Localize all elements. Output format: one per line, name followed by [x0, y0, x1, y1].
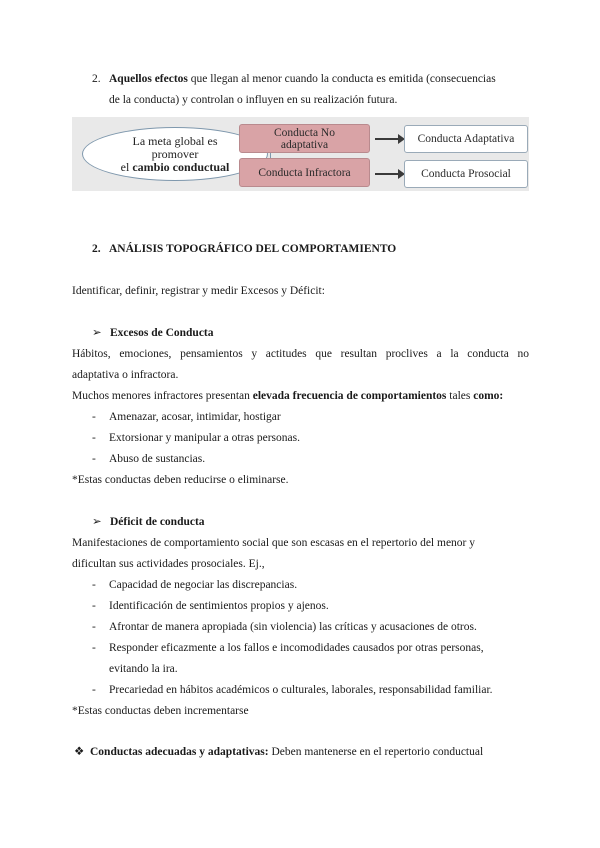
intro-item-line2: de la conducta) y controlan o influyen en su realización futura. [109, 94, 398, 106]
goal-oval-line1: La meta global es [132, 133, 218, 148]
intro-item-bold: Aquellos efectos [109, 73, 188, 85]
excesos-p1-line1: Hábitos, emociones, pensamientos y actitudes que resultan proclives a la conducta no [72, 348, 529, 360]
arrow-right-icon [375, 138, 399, 140]
deficit-item: Afrontar de manera apropiada (sin violencia) las críticas y acusaciones de otros. [109, 621, 477, 633]
excesos-p2: Muchos menores infractores presentan elevada frecuencia de comportamientos tales como: [72, 390, 504, 402]
deficit-item: Capacidad de negociar las discrepancias. [109, 579, 298, 591]
deficit-item: Identificación de sentimientos propios y ajenos. [109, 600, 329, 612]
bullet-dash: - [92, 411, 96, 423]
bullet-dash: - [92, 642, 96, 654]
section-intro: Identificar, definir, registrar y medir Excesos y Déficit: [72, 285, 325, 297]
goal-oval-line2: promover [151, 146, 199, 161]
section-number: 2. [92, 243, 101, 255]
bullet-dash: - [92, 600, 96, 612]
deficit-item: Responder eficazmente a los fallos e incomodidades causados por otras personas, [109, 642, 484, 654]
box-prosocial: Conducta Prosocial [404, 160, 528, 188]
bullet-dash: - [92, 453, 96, 465]
deficit-item: Precariedad en hábitos académicos o culturales, laborales, responsabilidad familiar. [109, 684, 493, 696]
diamond-bullet-icon: ❖ [74, 746, 85, 758]
excesos-note: *Estas conductas deben reducirse o eliminarse. [72, 474, 289, 486]
deficit-note: *Estas conductas deben incrementarse [72, 705, 249, 717]
box-no-adaptativa: Conducta No adaptativa [239, 124, 370, 153]
intro-item-text: que llegan al menor cuando la conducta es emitida (consecuencias [187, 73, 496, 85]
bullet-dash: - [92, 432, 96, 444]
deficit-p1-line2: dificultan sus actividades prosociales. Ej., [72, 558, 265, 570]
arrow-right-icon [375, 173, 399, 175]
excesos-p1-line2: adaptativa o infractora. [72, 369, 179, 381]
deficit-arrow-icon: ➢ [92, 516, 102, 528]
box-adaptativa: Conducta Adaptativa [404, 125, 528, 153]
bullet-dash: - [92, 579, 96, 591]
goal-oval-line3: el cambio conductual [120, 159, 230, 174]
section-title: ANÁLISIS TOPOGRÁFICO DEL COMPORTAMIENTO [109, 243, 397, 255]
bullet-dash: - [92, 621, 96, 633]
excesos-arrow-icon: ➢ [92, 327, 102, 339]
excesos-title: Excesos de Conducta [110, 327, 214, 339]
deficit-title: Déficit de conducta [110, 516, 205, 528]
intro-item-number: 2. [92, 73, 101, 85]
adecuadas-line: Conductas adecuadas y adaptativas: Deben mantenerse en el repertorio conductual [90, 746, 484, 758]
excesos-item: Extorsionar y manipular a otras personas. [109, 432, 300, 444]
goal-diagram [72, 117, 529, 191]
intro-item-line1 [109, 71, 496, 87]
bullet-dash: - [92, 684, 96, 696]
box-infractora: Conducta Infractora [239, 158, 370, 187]
deficit-item-cont: evitando la ira. [109, 663, 178, 675]
excesos-item: Amenazar, acosar, intimidar, hostigar [109, 411, 281, 423]
excesos-item: Abuso de sustancias. [109, 453, 206, 465]
deficit-p1-line1: Manifestaciones de comportamiento social que son escasas en el repertorio del menor y [72, 537, 475, 549]
